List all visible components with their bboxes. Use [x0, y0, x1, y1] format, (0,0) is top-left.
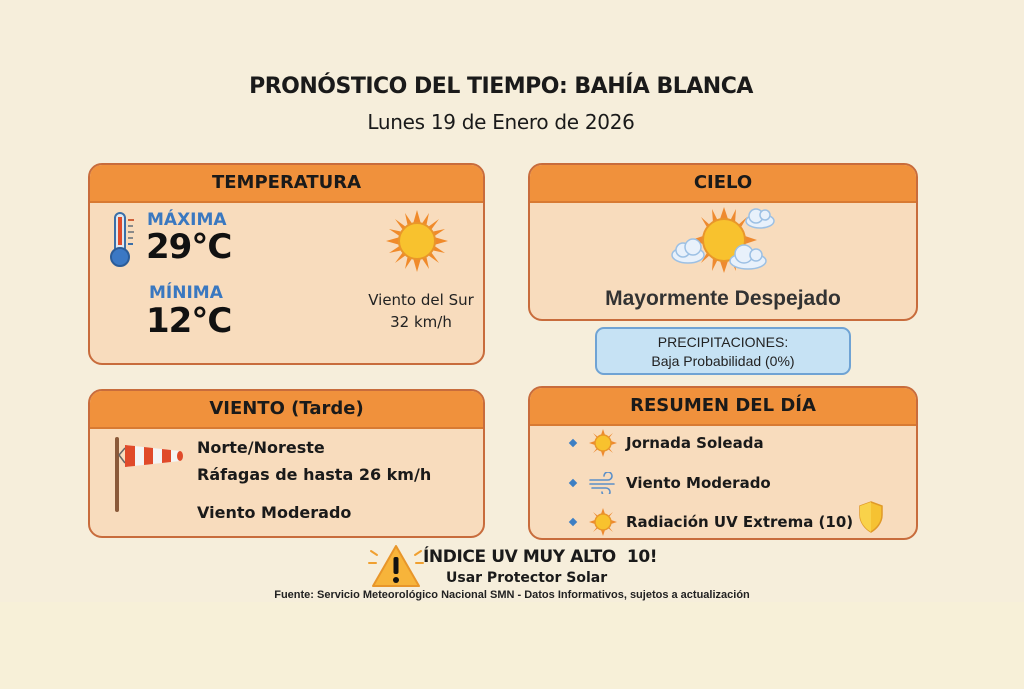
- temperature-card-header: TEMPERATURA: [90, 165, 483, 203]
- wind-gusts: Ráfagas de hasta 26 km/h: [197, 465, 432, 484]
- max-temp-label: MÁXIMA: [147, 210, 227, 230]
- bullet-icon: [569, 479, 577, 487]
- page-bottom-area: [0, 602, 1024, 689]
- summary-item-label: Radiación UV Extrema (10): [626, 513, 854, 531]
- summary-card: [528, 386, 918, 540]
- uv-alert-subtitle: Usar Protector Solar: [446, 570, 608, 586]
- thermometer-icon: [108, 211, 138, 271]
- bullet-icon: [569, 518, 577, 526]
- forecast-date: Lunes 19 de Enero de 2026: [367, 110, 635, 134]
- temperature-wind-speed: 32 km/h: [390, 313, 452, 331]
- wind-card: [88, 389, 485, 538]
- min-temp-label: MÍNIMA: [149, 283, 223, 303]
- precipitation-value: Baja Probabilidad (0%): [651, 353, 795, 369]
- summary-item-label: Jornada Soleada: [626, 434, 764, 452]
- wind-icon: [588, 470, 618, 496]
- sky-card: [528, 163, 918, 321]
- sun-icon: [588, 430, 618, 456]
- sun-behind-clouds-icon: [668, 207, 780, 278]
- bullet-icon: [569, 439, 577, 447]
- page-title: PRONÓSTICO DEL TIEMPO: BAHÍA BLANCA: [249, 74, 753, 99]
- precipitation-box: [595, 327, 851, 375]
- source-footer: Fuente: Servicio Meteorológico Nacional SMN - Datos Informativos, sujetos a actualización: [274, 589, 750, 601]
- max-temp-value: 29°C: [146, 227, 232, 267]
- sun-icon: [588, 509, 618, 535]
- wind-card-header: VIENTO (Tarde): [90, 391, 483, 429]
- sun-icon: [386, 210, 448, 277]
- warning-icon: [367, 543, 425, 594]
- summary-item-wind: [570, 470, 771, 496]
- temperature-wind-direction: Viento del Sur: [368, 291, 474, 309]
- uv-alert-title: ÍNDICE UV MUY ALTO 10!: [423, 547, 658, 567]
- sky-description: Mayormente Despejado: [605, 287, 841, 310]
- precipitation-label: PRECIPITACIONES:: [657, 334, 789, 350]
- wind-direction: Norte/Noreste: [197, 438, 325, 457]
- summary-item-label: Viento Moderado: [626, 474, 771, 492]
- temperature-card: [88, 163, 485, 365]
- summary-item-sunny: [570, 430, 764, 456]
- wind-intensity: Viento Moderado: [197, 503, 352, 522]
- windsock-icon: [108, 437, 188, 522]
- sky-card-header: CIELO: [530, 165, 916, 203]
- shield-icon: [858, 501, 884, 538]
- summary-item-uv: [570, 509, 853, 535]
- summary-card-header: RESUMEN DEL DÍA: [530, 388, 916, 426]
- min-temp-value: 12°C: [146, 301, 232, 341]
